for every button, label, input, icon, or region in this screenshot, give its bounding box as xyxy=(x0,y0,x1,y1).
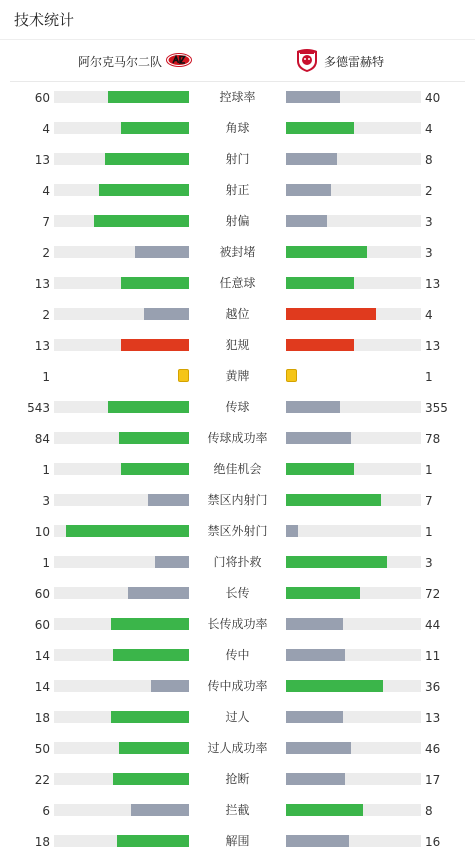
home-stat-bar-track xyxy=(54,711,189,723)
away-stat-value: 13 xyxy=(425,711,441,725)
away-stat-bar-fill xyxy=(286,773,345,785)
home-stat-bar-fill xyxy=(135,246,189,258)
home-stat-bar-fill xyxy=(121,277,189,289)
home-team[interactable] xyxy=(78,40,196,82)
home-stat-value: 1 xyxy=(42,370,50,384)
away-stat-bar-fill xyxy=(286,122,354,134)
stat-label: 过人成功率 xyxy=(207,741,268,755)
home-stat-bar-fill xyxy=(121,463,189,475)
home-stat-bar-track xyxy=(54,804,189,816)
home-stat-value: 50 xyxy=(34,742,50,756)
home-stat-value: 14 xyxy=(34,649,50,663)
away-stat-value: 2 xyxy=(425,184,433,198)
stat-label: 禁区外射门 xyxy=(207,524,268,538)
stat-label: 传球 xyxy=(225,400,250,414)
away-stat-value: 46 xyxy=(425,742,441,756)
home-stat-bar-fill xyxy=(113,649,189,661)
away-stat-value: 3 xyxy=(425,556,433,570)
away-stat-bar-track xyxy=(286,153,421,165)
away-stat-value: 3 xyxy=(425,215,433,229)
home-stat-value: 60 xyxy=(34,91,50,105)
home-stat-bar-track xyxy=(54,432,189,444)
home-stat-bar-track xyxy=(54,742,189,754)
away-stat-value: 13 xyxy=(425,339,441,353)
stat-row xyxy=(0,237,475,268)
away-stat-bar-track xyxy=(286,618,421,630)
home-stat-value: 2 xyxy=(42,308,50,322)
away-stat-bar-track xyxy=(286,804,421,816)
home-stat-bar-fill xyxy=(119,432,189,444)
stat-row xyxy=(0,175,475,206)
dordrecht-club-logo-icon xyxy=(294,47,320,76)
stats-table xyxy=(0,82,475,857)
stat-row xyxy=(0,795,475,826)
away-stat-bar-track xyxy=(286,184,421,196)
away-stat-bar-fill xyxy=(286,184,331,196)
home-stat-value: 60 xyxy=(34,587,50,601)
away-stat-bar-fill xyxy=(286,587,360,599)
team-header xyxy=(10,40,465,82)
away-stat-bar-track xyxy=(286,587,421,599)
away-stat-value: 8 xyxy=(425,153,433,167)
home-stat-value: 18 xyxy=(34,835,50,849)
home-stat-bar-fill xyxy=(131,804,189,816)
home-stat-value: 6 xyxy=(42,804,50,818)
away-stat-bar-track xyxy=(286,277,421,289)
home-stat-bar-fill xyxy=(108,91,189,103)
stat-label: 射门 xyxy=(225,152,250,166)
away-stat-bar-fill xyxy=(286,308,376,320)
home-stat-value: 4 xyxy=(42,184,50,198)
away-stat-bar-track xyxy=(286,494,421,506)
home-stat-value: 60 xyxy=(34,618,50,632)
away-stat-bar-track xyxy=(286,773,421,785)
away-stat-bar-fill xyxy=(286,618,343,630)
home-stat-bar-track xyxy=(54,463,189,475)
away-stat-value: 1 xyxy=(425,370,433,384)
stat-row xyxy=(0,516,475,547)
home-stat-bar-track xyxy=(54,184,189,196)
home-stat-bar-fill xyxy=(155,556,189,568)
away-stat-bar-fill xyxy=(286,680,383,692)
stat-label: 绝佳机会 xyxy=(213,462,262,476)
az-club-logo-icon xyxy=(166,53,192,70)
away-stat-value: 4 xyxy=(425,122,433,136)
away-stat-value: 4 xyxy=(425,308,433,322)
away-stat-bar-fill xyxy=(286,556,387,568)
home-stat-bar-fill xyxy=(119,742,189,754)
home-stat-bar-track xyxy=(54,91,189,103)
away-stat-value: 7 xyxy=(425,494,433,508)
stat-row xyxy=(0,361,475,392)
away-stat-bar-fill xyxy=(286,432,351,444)
away-stat-bar-fill xyxy=(286,246,367,258)
away-stat-bar-fill xyxy=(286,649,345,661)
away-stat-bar-fill xyxy=(286,525,298,537)
home-stat-bar-fill xyxy=(113,773,189,785)
away-stat-bar-fill xyxy=(286,494,381,506)
header xyxy=(0,0,475,40)
away-stat-value: 355 xyxy=(425,401,448,415)
home-stat-bar-fill xyxy=(117,835,189,847)
stat-row xyxy=(0,578,475,609)
stat-row xyxy=(0,392,475,423)
away-stat-bar-track xyxy=(286,463,421,475)
away-stat-bar-track xyxy=(286,556,421,568)
home-stat-bar-fill xyxy=(111,618,189,630)
stat-label: 射偏 xyxy=(225,214,250,228)
stat-label: 被封堵 xyxy=(219,245,256,259)
stat-label: 角球 xyxy=(225,121,250,135)
home-stat-value: 3 xyxy=(42,494,50,508)
away-yellow-card-icon xyxy=(286,369,297,382)
away-stat-value: 1 xyxy=(425,463,433,477)
stat-row xyxy=(0,423,475,454)
stat-label: 越位 xyxy=(225,307,250,321)
home-stat-bar-fill xyxy=(148,494,189,506)
away-stat-bar-track xyxy=(286,742,421,754)
stat-label: 传球成功率 xyxy=(207,431,268,445)
stat-row xyxy=(0,330,475,361)
away-stat-bar-track xyxy=(286,401,421,413)
stat-row xyxy=(0,733,475,764)
away-stat-value: 13 xyxy=(425,277,441,291)
home-stat-bar-track xyxy=(54,277,189,289)
away-team-name: 多德雷赫特 xyxy=(324,54,385,69)
away-stat-bar-fill xyxy=(286,153,337,165)
home-stat-bar-track xyxy=(54,649,189,661)
stat-row xyxy=(0,454,475,485)
stat-label: 长传成功率 xyxy=(207,617,268,631)
away-stat-bar-track xyxy=(286,649,421,661)
stat-label: 控球率 xyxy=(219,90,256,104)
home-stat-bar-fill xyxy=(66,525,189,537)
away-stat-value: 44 xyxy=(425,618,441,632)
stat-label: 任意球 xyxy=(219,276,256,290)
away-stat-bar-track xyxy=(286,339,421,351)
stat-row xyxy=(0,702,475,733)
away-stat-bar-fill xyxy=(286,835,349,847)
stat-label: 射正 xyxy=(225,183,250,197)
home-stat-value: 7 xyxy=(42,215,50,229)
home-stat-bar-track xyxy=(54,556,189,568)
away-stat-value: 17 xyxy=(425,773,441,787)
home-stat-bar-track xyxy=(54,215,189,227)
away-stat-value: 40 xyxy=(425,91,441,105)
away-stat-bar-track xyxy=(286,711,421,723)
away-stat-value: 16 xyxy=(425,835,441,849)
away-stat-value: 72 xyxy=(425,587,441,601)
home-stat-value: 22 xyxy=(34,773,50,787)
home-stat-bar-fill xyxy=(128,587,189,599)
away-stat-value: 36 xyxy=(425,680,441,694)
home-stat-bar-track xyxy=(54,587,189,599)
stat-row xyxy=(0,609,475,640)
home-stat-bar-track xyxy=(54,835,189,847)
stat-row xyxy=(0,764,475,795)
home-stat-value: 2 xyxy=(42,246,50,260)
home-stat-bar-track xyxy=(54,680,189,692)
home-stat-value: 84 xyxy=(34,432,50,446)
stat-row xyxy=(0,547,475,578)
away-stat-bar-fill xyxy=(286,277,354,289)
away-stat-bar-track xyxy=(286,432,421,444)
away-stat-bar-fill xyxy=(286,804,363,816)
home-stat-bar-fill xyxy=(99,184,189,196)
away-stat-bar-fill xyxy=(286,401,340,413)
away-stat-bar-track xyxy=(286,308,421,320)
away-stat-value: 78 xyxy=(425,432,441,446)
away-stat-bar-track xyxy=(286,525,421,537)
away-stat-bar-track xyxy=(286,122,421,134)
stat-row xyxy=(0,82,475,113)
away-stat-value: 1 xyxy=(425,525,433,539)
away-stat-bar-fill xyxy=(286,463,354,475)
away-stat-bar-track xyxy=(286,246,421,258)
home-stat-value: 14 xyxy=(34,680,50,694)
home-stat-bar-track xyxy=(54,308,189,320)
home-stat-bar-fill xyxy=(108,401,189,413)
stat-label: 黄牌 xyxy=(225,369,250,383)
away-stat-bar-fill xyxy=(286,742,351,754)
stat-row xyxy=(0,113,475,144)
away-stat-bar-track xyxy=(286,680,421,692)
stat-row xyxy=(0,206,475,237)
home-stat-value: 1 xyxy=(42,463,50,477)
stat-row xyxy=(0,640,475,671)
home-stat-value: 10 xyxy=(34,525,50,539)
home-stat-bar-fill xyxy=(144,308,189,320)
home-stat-value: 13 xyxy=(34,339,50,353)
home-stat-bar-fill xyxy=(151,680,189,692)
away-stat-value: 11 xyxy=(425,649,441,663)
home-stat-value: 18 xyxy=(34,711,50,725)
home-yellow-card-icon xyxy=(178,369,189,382)
home-stat-bar-track xyxy=(54,618,189,630)
stat-label: 禁区内射门 xyxy=(207,493,268,507)
away-stat-bar-track xyxy=(286,215,421,227)
stat-label: 传中 xyxy=(225,648,250,662)
home-stat-bar-track xyxy=(54,494,189,506)
stat-label: 犯规 xyxy=(225,338,250,352)
home-stat-bar-fill xyxy=(121,122,189,134)
away-stat-bar-track xyxy=(286,91,421,103)
home-stat-bar-fill xyxy=(105,153,189,165)
stat-label: 长传 xyxy=(225,586,250,600)
home-stat-bar-track xyxy=(54,339,189,351)
away-stat-bar-track xyxy=(286,835,421,847)
away-stat-bar-fill xyxy=(286,215,327,227)
stat-row xyxy=(0,268,475,299)
away-stat-bar-fill xyxy=(286,339,354,351)
home-team-name: 阿尔克马尔二队 xyxy=(78,54,163,69)
stat-label: 解围 xyxy=(225,834,250,848)
home-stat-value: 4 xyxy=(42,122,50,136)
stat-label: 过人 xyxy=(225,710,250,724)
stat-row xyxy=(0,671,475,702)
home-stat-value: 13 xyxy=(34,153,50,167)
away-stat-bar-fill xyxy=(286,91,340,103)
page-title: 技术统计 xyxy=(14,11,75,29)
home-stat-bar-fill xyxy=(111,711,189,723)
away-stat-value: 3 xyxy=(425,246,433,260)
home-stat-bar-fill xyxy=(121,339,189,351)
stat-row xyxy=(0,485,475,516)
home-stat-value: 543 xyxy=(27,401,50,415)
stat-row xyxy=(0,144,475,175)
home-stat-value: 1 xyxy=(42,556,50,570)
home-stat-bar-track xyxy=(54,401,189,413)
stat-row xyxy=(0,826,475,857)
away-stat-bar-fill xyxy=(286,711,343,723)
home-stat-bar-track xyxy=(54,246,189,258)
stat-label: 抢断 xyxy=(225,772,250,786)
home-stat-bar-track xyxy=(54,153,189,165)
home-stat-bar-fill xyxy=(94,215,189,227)
stat-row xyxy=(0,299,475,330)
home-stat-value: 13 xyxy=(34,277,50,291)
home-stat-bar-track xyxy=(54,525,189,537)
away-team[interactable] xyxy=(290,40,384,82)
away-stat-value: 8 xyxy=(425,804,433,818)
stat-label: 传中成功率 xyxy=(207,679,268,693)
home-stat-bar-track xyxy=(54,773,189,785)
stat-label: 门将扑救 xyxy=(213,555,262,569)
stat-label: 拦截 xyxy=(225,803,250,817)
home-stat-bar-track xyxy=(54,122,189,134)
